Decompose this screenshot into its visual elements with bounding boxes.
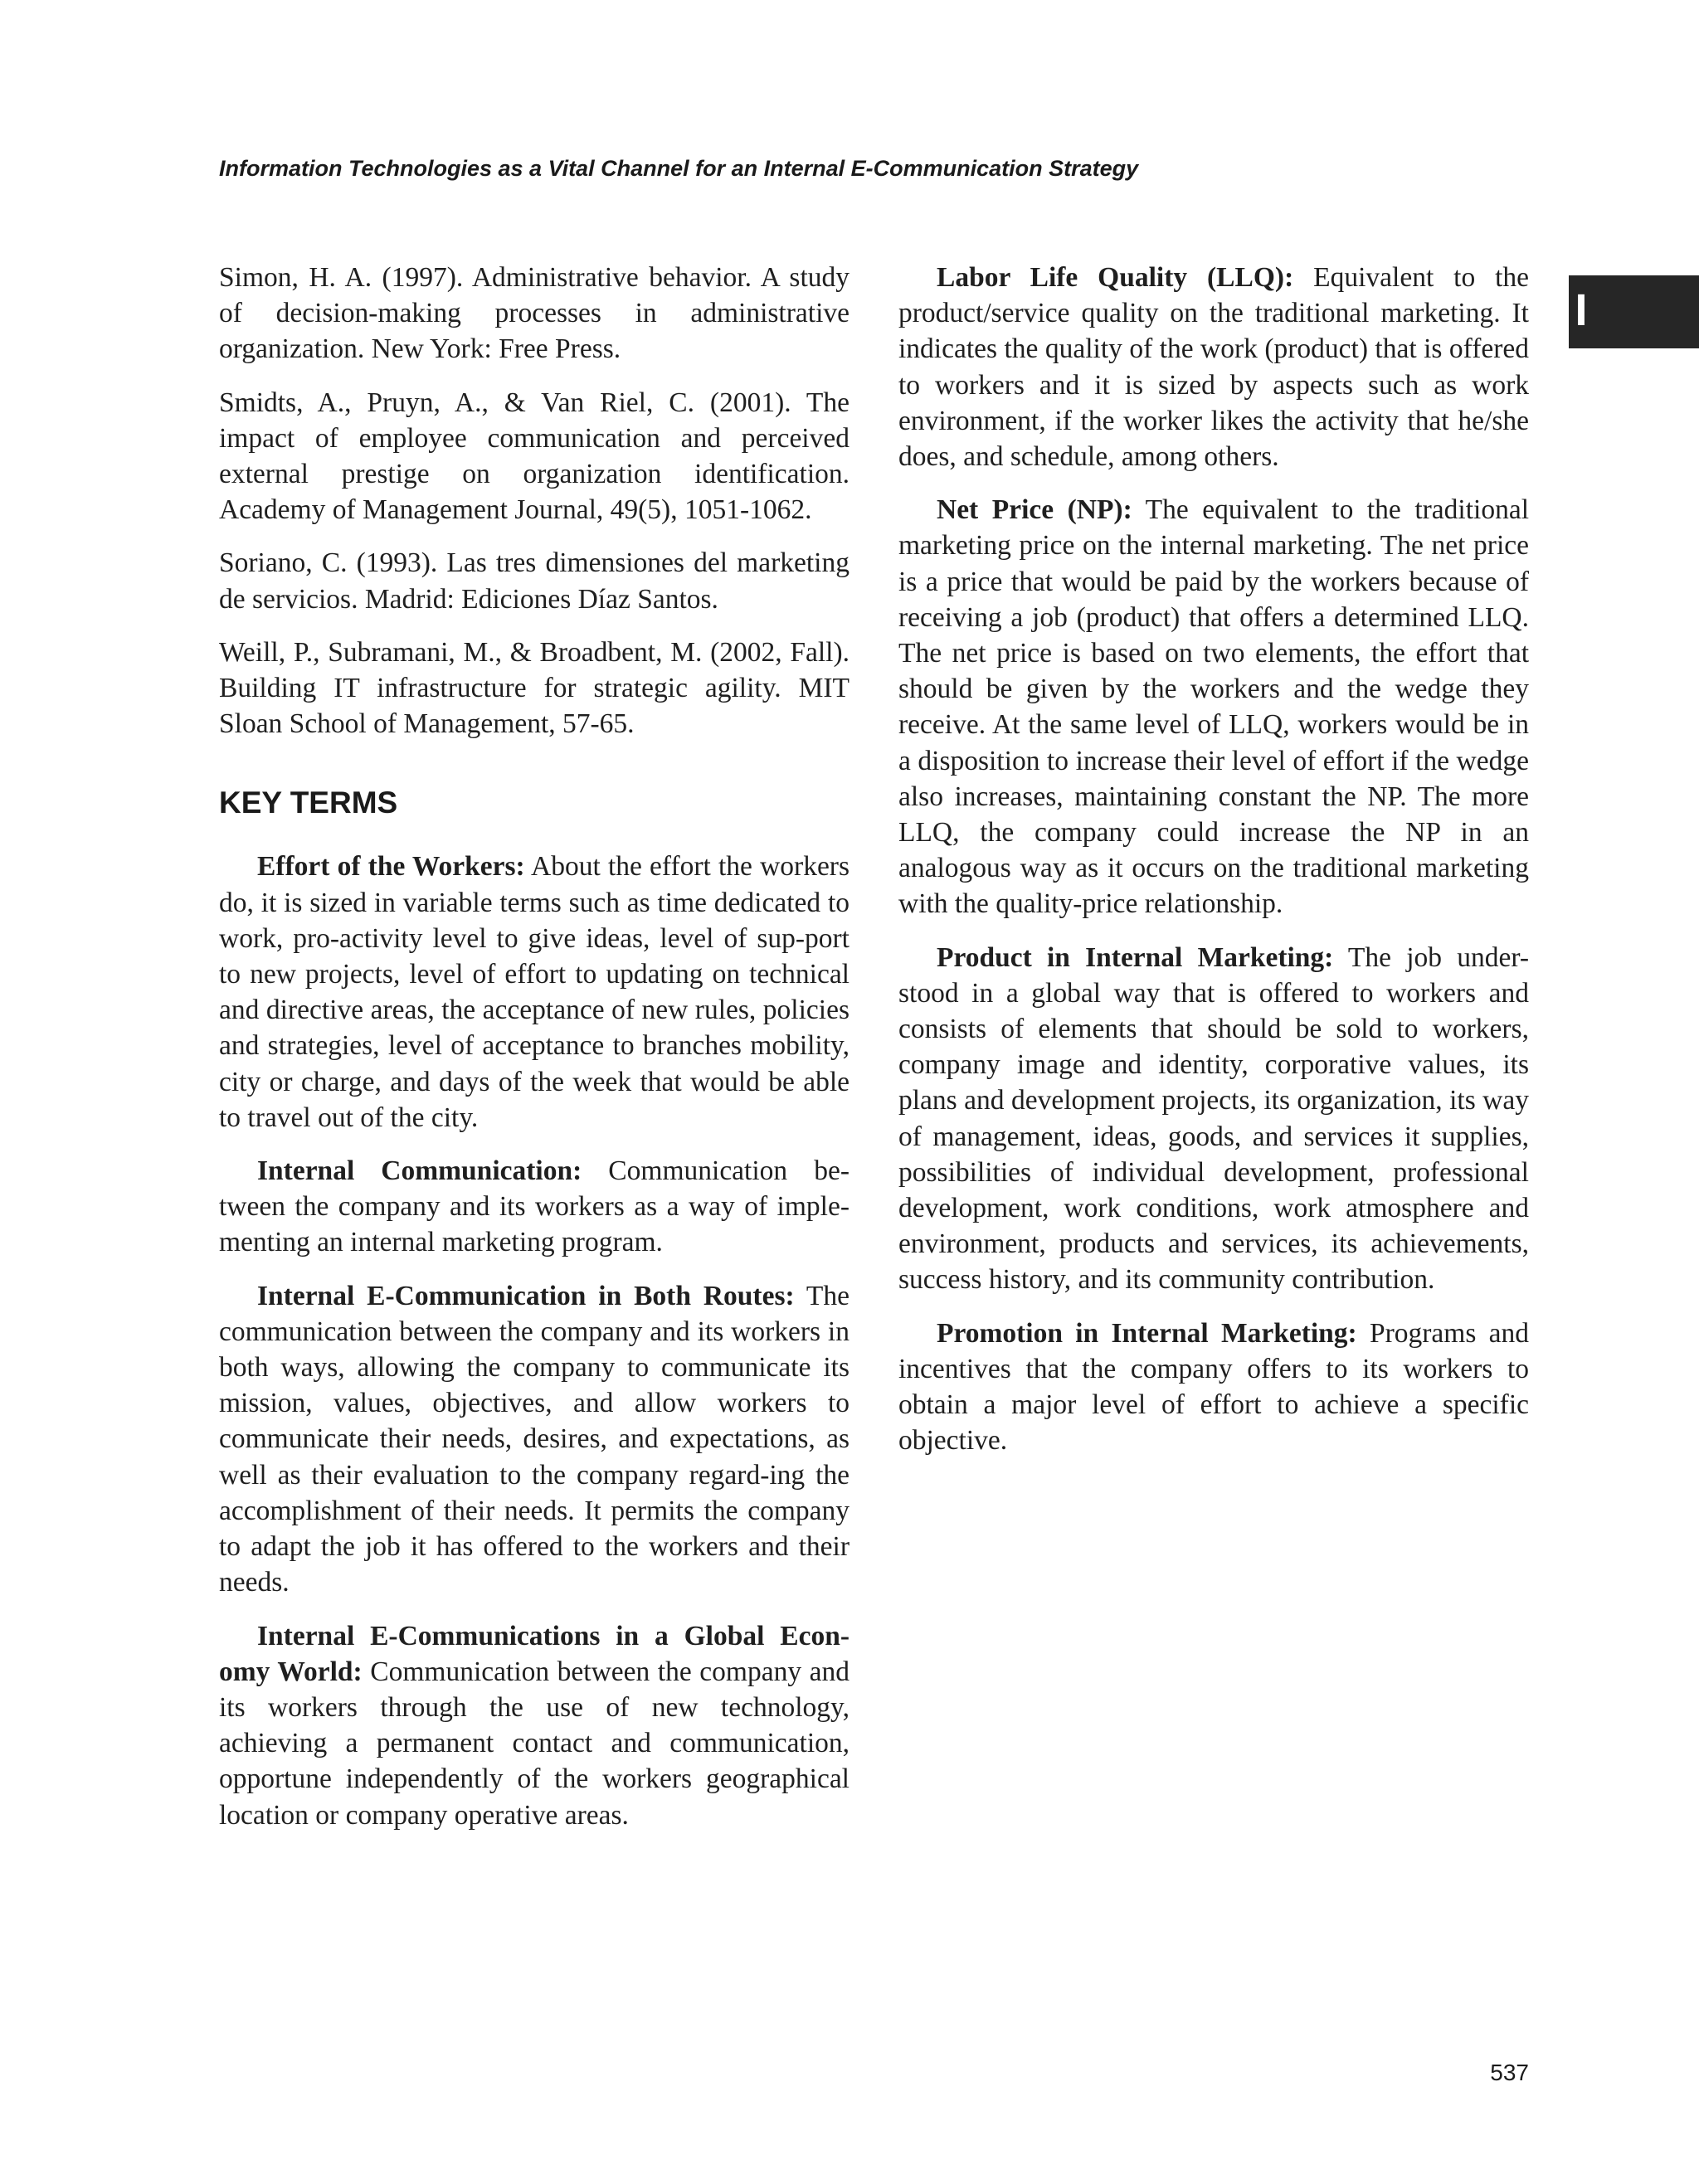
key-term-name: Internal E-Communication in Both Routes:: [257, 1280, 795, 1311]
key-term-definition: The job under-stood in a global way that is offered to workers and consists of elements that should be sold to workers, company image and identity, corporative values, its plans and development projects, its organization, its way of management, ideas, goods, and services it supplies, possibilities of individual development, professional development, work conditions, work atmosphere and environment, products and services, its achievements, success history, and its community contribution.: [898, 941, 1529, 1296]
key-term-name: Net Price (NP):: [937, 494, 1132, 526]
key-term-name: Internal Communication:: [257, 1155, 582, 1187]
key-term-promotion-in-internal-marketing: [898, 1316, 1529, 1459]
key-term-definition: Equivalent to the product/service quality on the traditional marketing. It indicates the quality of the work (product) that is offered to workers and it is sized by aspects such as work environment, if the worker likes the activity that he/she does, and schedule, among others.: [898, 262, 1530, 473]
page-number: 537: [1490, 2060, 1529, 2085]
key-term-labor-life-quality: [898, 260, 1529, 474]
key-term-name: Effort of the Workers:: [257, 851, 525, 883]
key-term-product-in-internal-marketing: [898, 940, 1529, 1298]
key-term-effort-of-the-workers: [219, 849, 850, 1136]
key-term-name: Labor Life Quality (LLQ):: [937, 262, 1294, 293]
key-term-definition: Programs and incentives that the company offers to its workers to obtain a major level of effort to achieve a specific objective.: [898, 1317, 1530, 1457]
right-column: [898, 260, 1529, 1476]
key-term-definition: Communication between the company and its workers through the use of new technology, achieving a permanent contact and communication, opportune independently of the workers geographical location or company operative areas.: [219, 1656, 850, 1831]
reference-entry: Weill, P., Subramani, M., & Broadbent, M. (2002, Fall). Building IT infrastructure for strategic agility. MIT Sloan School of Management, 57-65.: [219, 636, 850, 740]
key-term-name: Product in Internal Marketing:: [937, 941, 1334, 973]
key-term-definition: Communication be-tween the company and its workers as a way of imple-menting an internal marketing program.: [219, 1155, 850, 1258]
left-column: [219, 260, 850, 1851]
section-thumb-tab-letter: I: [1575, 285, 1588, 335]
reference-entry: Simon, H. A. (1997). Administrative behavior. A study of decision-making processes in administrative organization. New York: Free Press.: [219, 262, 850, 365]
key-term-net-price: [898, 492, 1529, 922]
key-term-definition: The communication between the company and its workers in both ways, allowing the company to communicate its mission, values, objectives, and allow workers to communicate their needs, desires, and expectations, as well as their evaluation to the company regard-ing the accomplishment of their needs. It permits the company to adapt the job it has offered to the workers and their needs.: [219, 1280, 850, 1598]
key-term-internal-communication: [219, 1153, 850, 1261]
reference-entry: Soriano, C. (1993). Las tres dimensiones del marketing de servicios. Madrid: Ediciones Díaz Santos.: [219, 547, 850, 615]
key-term-name: Internal E-Communications in a Global Econ-omy World:: [219, 1620, 850, 1687]
key-term-definition: The equivalent to the traditional marketing price on the internal marketing. The net price is a price that would be paid by the workers because of receiving a job (product) that offers a determined LLQ. The net price is based on two elements, the effort that should be given by the workers and the wedge they receive. At the same level of LLQ, workers would be in a disposition to increase their level of effort if the wedge also increases, maintaining constant the NP. The more LLQ, the company could increase the NP in an analogous way as it occurs on the traditional marketing with the quality-price relationship.: [898, 494, 1529, 920]
key-term-internal-e-communications-global-economy: [219, 1618, 850, 1833]
key-term-definition: About the effort the workers do, it is sized in variable terms such as time dedicated to work, pro-activity level to give ideas, level of sup-port to new projects, level of effort to updating on technical and directive areas, the acceptance of new rules, policies and strategies, level of acceptance to branches mobility, city or charge, and days of the week that would be able to travel out of the city.: [219, 851, 850, 1133]
key-terms-heading: KEY TERMS: [219, 786, 398, 820]
reference-entry: Smidts, A., Pruyn, A., & Van Riel, C. (2001). The impact of employee communication and perceived external prestige on organization identification. Academy of Management Journal, 49(5), 1051-1062.: [219, 387, 850, 526]
key-term-name: Promotion in Internal Marketing:: [937, 1317, 1357, 1349]
running-header-title: Information Technologies as a Vital Channel for an Internal E-Communication Strategy: [219, 156, 1139, 181]
key-term-internal-e-communication-both-routes: [219, 1278, 850, 1601]
